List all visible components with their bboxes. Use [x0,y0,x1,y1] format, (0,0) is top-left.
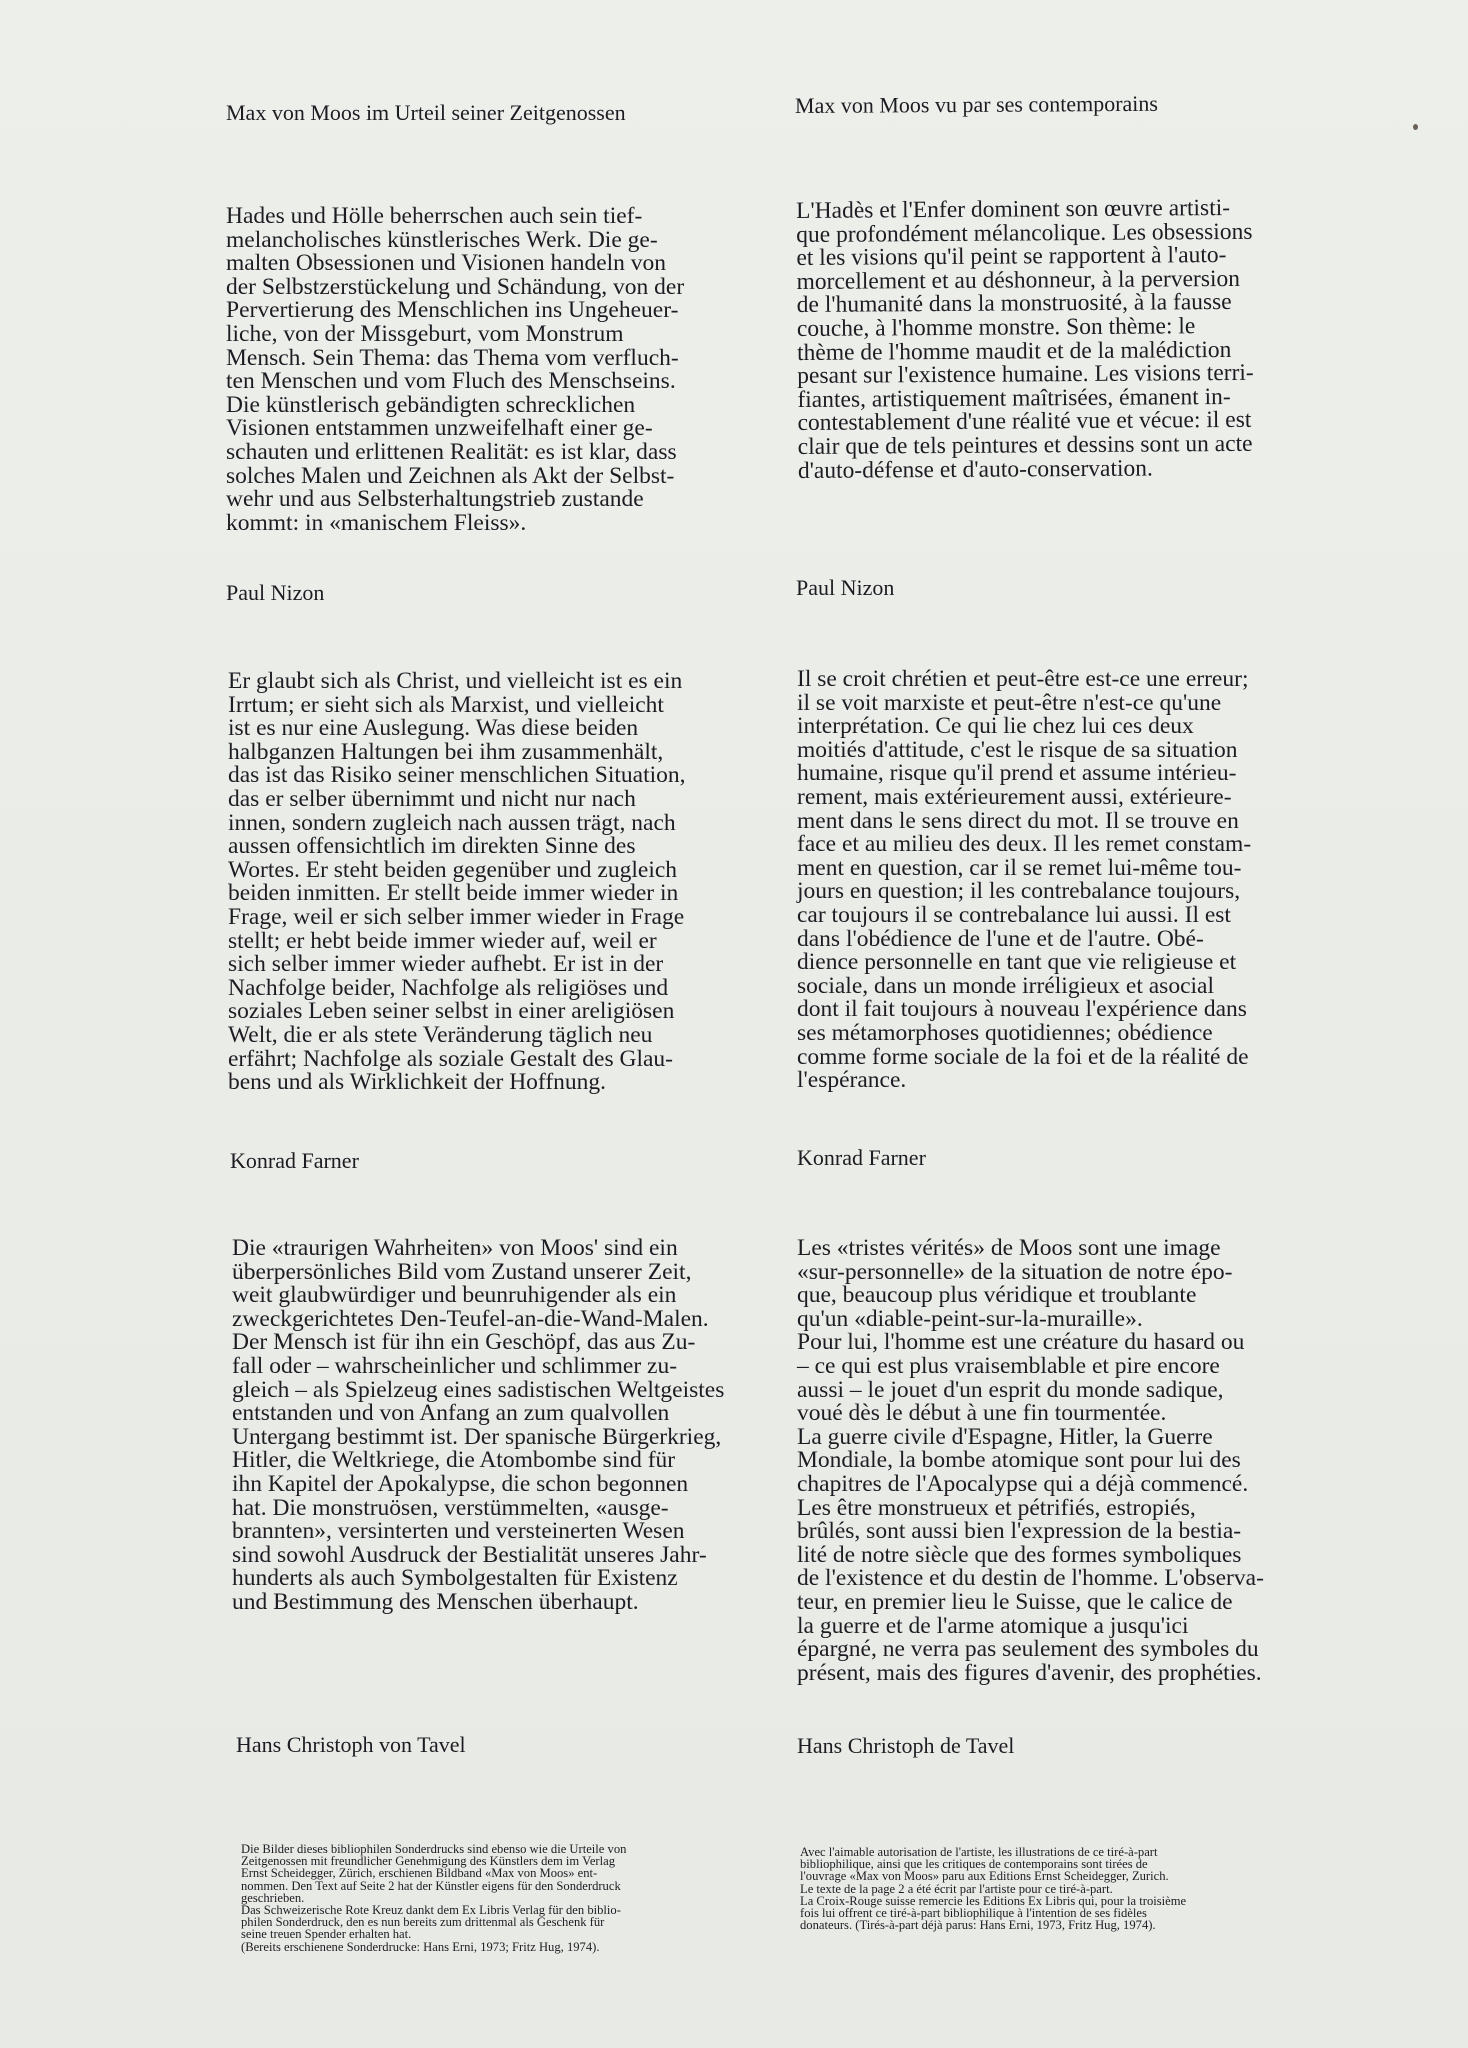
text-line: Frage, weil er sich selber immer wieder in Frage [228,903,685,930]
text-line: ihn Kapitel der Apokalypse, die schon begonnen [232,1470,689,1497]
text-line: halbganzen Haltungen bei ihm zusammenhält, [228,738,664,765]
german-title: Max von Moos im Urteil seiner Zeitgenossen [226,100,626,125]
text-line: La guerre civile d'Espagne, Hitler, la Guerre [797,1423,1213,1450]
text-line: il se voit marxiste et peut-être n'est-ce qu'une [797,689,1222,716]
text-line: Les «tristes vérités» de Moos sont une image [797,1235,1221,1261]
text-line: erfährt; Nachfolge als soziale Gestalt des Glau- [228,1045,674,1072]
text-line: entstanden und von Anfang an zum qualvollen [232,1400,670,1427]
text-line: Les être monstrueux et pétrifiés, estropiés, [797,1494,1196,1521]
text-line: hat. Die monstruösen, verstümmelten, «ausge- [232,1494,669,1521]
footnote-line: Avec l'aimable autorisation de l'artiste, les illustrations de ce tiré-à-part [800,1845,1158,1859]
footnote-line: fois lui offrent ce tiré-à-part bibliophilique à l'intention de ses fidèles [800,1906,1147,1921]
text-line: la guerre et de l'arme atomique a jusqu'ici [797,1612,1189,1639]
text-line: humaine, risque qu'il prend et assume intérieu- [797,760,1237,787]
text-line: «sur-personnelle» de la situation de notre épo- [797,1258,1233,1285]
text-line: und Bestimmung des Menschen überhaupt. [232,1588,639,1615]
text-line: bens und als Wirklichkeit der Hoffnung. [228,1069,607,1096]
text-line: Pervertierung des Menschlichen ins Ungeheuer- [226,297,679,324]
german-section-3-author: Hans Christoph von Tavel [236,1732,466,1757]
footnote-line: Das Schweizerische Rote Kreuz dankt dem Ex Libris Verlag für den biblio- [241,1903,621,1918]
text-line: Il se croit chrétien et peut-être est-ce une erreur; [797,666,1249,692]
footnote-line: philen Sonderdruck, den es nun bereits zum drittenmal als Geschenk für [241,1915,605,1930]
footnote-line: nommen. Den Text auf Seite 2 hat der Künstler eigens für den Sonderdruck [241,1878,621,1893]
text-line: fiantes, artistiquement maîtrisées, émanent in- [797,383,1231,413]
text-line: et les visions qu'il peint se rapportent à l'auto- [796,242,1227,272]
text-line: hunderts als auch Symbolgestalten für Existenz [232,1565,678,1592]
text-line: épargné, ne verra pas seulement des symboles du [797,1636,1259,1663]
text-line: zweckgerichtetes Den-Teufel-an-die-Wand-Malen. [232,1305,709,1332]
text-line: morcellement et au déshonneur, à la perversion [796,265,1241,295]
footnote-line: La Croix-Rouge suisse remercie les Editions Ex Libris qui, pour la troisième [800,1893,1187,1908]
footnote-line: Le texte de la page 2 a été écrit par l'artiste pour ce tiré-à-part. [800,1881,1113,1896]
text-line: de l'existence et du destin de l'homme. L'observa- [797,1565,1264,1592]
text-line: überpersönliches Bild vom Zustand unserer Zeit, [232,1258,692,1285]
text-line: kommt: in «manischem Fleiss». [226,509,527,536]
text-line: chapitres de l'Apocalypse qui a déjà commencé. [797,1470,1249,1497]
text-line: thème de l'homme maudit et de la malédiction [796,336,1232,366]
french-section-1-text [795,194,1254,484]
german-section-3-text [232,1237,724,1615]
footnote-line: Zeitgenossen mit freundlicher Genehmigung des Künstlers dem im Verlag [241,1854,615,1869]
text-line: ist es nur eine Auslegung. Was diese beiden [228,715,639,742]
text-line: clair que de tels peintures et dessins sont un acte [797,430,1253,460]
french-section-1-author: Paul Nizon [796,575,895,600]
german-footnote [241,1843,626,1953]
text-line: couche, à l'homme monstre. Son thème: le [796,313,1196,342]
text-line: lité de notre siècle que des formes symboliques [797,1541,1242,1568]
text-line: jours en question; il les contrebalance toujours, [797,878,1241,905]
text-line: que profondément mélancolique. Les obsessions [796,218,1253,248]
footnote-line: geschrieben. [241,1890,305,1905]
text-line: soziales Leben seiner selbst in einer areligiösen [228,998,675,1025]
text-line: aussi – le jouet d'un esprit du monde sadique, [797,1376,1224,1403]
french-title: Max von Moos vu par ses contemporains [794,90,1159,118]
text-line: rement, mais extérieurement aussi, extérieure- [797,783,1232,810]
text-line: Die künstlerisch gebändigten schrecklichen [226,391,636,418]
french-section-2-author: Konrad Farner [797,1145,926,1170]
text-line: das er selber übernimmt und nicht nur nach [228,785,636,812]
text-line: aussen offensichtlich im direkten Sinne des [228,833,636,860]
german-section-2-author: Konrad Farner [230,1148,359,1173]
text-line: das ist das Risiko seiner menschlichen Situation, [228,762,686,789]
text-line: Die «traurigen Wahrheiten» von Moos' sind ein [232,1235,678,1261]
text-line: que, beaucoup plus véridique et troublante [797,1282,1197,1309]
text-line: sind sowohl Ausdruck der Bestialität unseres Jahr- [232,1541,707,1568]
text-line: wehr und aus Selbsterhaltungstrieb zustande [226,486,644,513]
text-line: contestablement d'une réalité vue et vécue: il est [797,407,1252,437]
paper-speck [1413,124,1418,130]
text-line: interprétation. Ce qui lie chez lui ces deux [797,713,1194,740]
text-line: qu'un «diable-peint-sur-la-muraille». [797,1305,1143,1332]
text-line: der Selbstzerstückelung und Schändung, von der [226,273,685,300]
text-line: Der Mensch ist für ihn ein Geschöpf, das aus Zu- [232,1329,696,1356]
french-footnote [800,1846,1186,1931]
text-line: ment dans le sens direct du mot. Il se trouve en [797,807,1239,834]
text-line: solches Malen und Zeichnen als Akt der Selbst- [226,462,675,489]
text-line: l'espérance. [797,1067,907,1094]
text-line: Welt, die er als stete Veränderung täglich neu [228,1021,653,1048]
text-line: dience personnelle en tant que vie religieuse et [797,949,1237,976]
german-section-1-author: Paul Nizon [226,580,325,605]
text-line: Nachfolge beider, Nachfolge als religiöses und [228,974,669,1001]
text-line: Er glaubt sich als Christ, und vielleicht ist es ein [228,668,683,694]
text-line: weit glaubwürdiger und beunruhigender als ein [232,1282,677,1309]
text-line: fall oder – wahrscheinlicher und schlimmer zu- [232,1352,678,1379]
text-line: – ce qui est plus vraisemblable et pire encore [797,1352,1220,1379]
footnote-line: bibliophilique, ainsi que les critiques de contemporains sont tirées de [800,1857,1148,1872]
text-line: pesant sur l'existence humaine. Les visions terri- [797,359,1254,390]
text-line: brannten», versinterten und versteinerten Wesen [232,1518,685,1545]
text-line: d'auto-défense et d'auto-conservation. [797,455,1153,484]
footnote-line: l'ouvrage «Max von Moos» paru aux Editions Ernst Scheidegger, Zurich. [800,1869,1169,1884]
french-section-3-text [797,1237,1264,1685]
text-line: L'Hadès et l'Enfer dominent son œuvre artisti- [795,194,1231,224]
text-line: Mondiale, la bombe atomique sont pour lui des [797,1447,1241,1474]
text-line: malten Obsessionen und Visionen handeln von [226,250,667,277]
footnote-line: (Bereits erschienene Sonderdrucke: Hans Erni, 1973; Fritz Hug, 1974). [241,1939,600,1954]
footnote-line: seine treuen Spender erhalten hat. [241,1927,412,1942]
text-line: brûlés, sont aussi bien l'expression de la bestia- [797,1518,1242,1545]
french-section-2-text [797,668,1251,1093]
text-line: comme forme sociale de la foi et de la réalité de [797,1043,1249,1070]
footnote-line: donateurs. (Tirés-à-part déjà parus: Hans Erni, 1973, Fritz Hug, 1974). [800,1918,1156,1933]
text-line: Hades und Hölle beherrschen auch sein tief- [226,203,643,229]
text-line: teur, en premier lieu le Suisse, que le calice de [797,1588,1233,1615]
text-line: moitiés d'attitude, c'est le risque de sa situation [797,736,1238,763]
text-line: schauten und erlittenen Realität: es ist klar, dass [226,438,677,465]
text-line: Untergang bestimmt ist. Der spanische Bürgerkrieg, [232,1423,722,1450]
text-line: sich selber immer wieder aufhebt. Er ist in der [228,951,664,978]
text-line: Mensch. Sein Thema: das Thema vom verfluch- [226,344,679,371]
text-line: sociale, dans un monde irréligieux et asocial [797,972,1214,999]
footnote-line: Ernst Scheidegger, Zürich, erschienen Bildband «Max von Moos» ent- [241,1866,598,1881]
german-section-1-text [226,205,684,535]
text-line: Wortes. Er steht beiden gegenüber und zugleich [228,856,678,883]
text-line: dont il fait toujours à nouveau l'expérience dans [797,996,1247,1023]
text-line: voué dès le début à une fin tourmentée. [797,1400,1167,1427]
text-line: face et au milieu des deux. Il les remet constam- [797,831,1252,858]
text-line: melancholisches künstlerisches Werk. Die ge- [226,226,658,253]
text-line: gleich – als Spielzeug eines sadistischen Weltgeistes [232,1376,725,1403]
french-section-3-author: Hans Christoph de Tavel [797,1733,1015,1758]
text-line: car toujours il se contrebalance lui aussi. Il est [797,901,1231,928]
text-line: liche, von der Missgeburt, vom Monstrum [226,320,624,347]
text-line: ten Menschen und vom Fluch des Menschseins. [226,368,676,395]
text-line: stellt; er hebt beide immer wieder auf, weil er [228,927,657,954]
text-line: innen, sondern zugleich nach aussen trägt, nach [228,809,676,836]
text-line: Irrtum; er sieht sich als Marxist, und vielleicht [228,691,664,718]
text-line: ment en question, car il se remet lui-même tou- [797,854,1242,881]
text-line: Pour lui, l'homme est une créature du hasard ou [797,1329,1245,1356]
text-line: Hitler, die Weltkriege, die Atombombe sind für [232,1447,676,1474]
text-line: présent, mais des figures d'avenir, des prophéties. [797,1659,1262,1686]
text-line: beiden inmitten. Er stellt beide immer wieder in [228,880,679,907]
text-line: Visionen entstammen unzweifelhaft einer ge- [226,415,653,442]
german-section-2-text [228,670,686,1095]
text-line: ses métamorphoses quotidiennes; obédience [797,1019,1213,1046]
footnote-line: Die Bilder dieses bibliophilen Sonderdrucks sind ebenso wie die Urteile von [241,1842,627,1856]
text-line: dans l'obédience de l'une et de l'autre. Obé- [797,925,1204,952]
text-line: de l'humanité dans la monstruosité, à la fausse [796,289,1232,319]
